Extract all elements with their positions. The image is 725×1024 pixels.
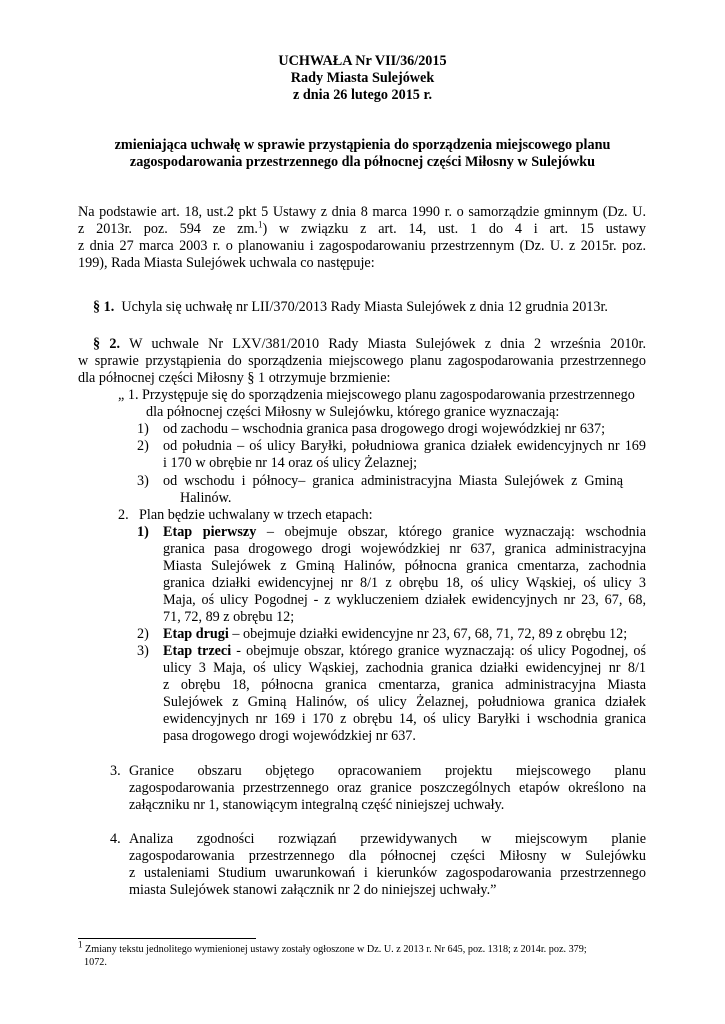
preamble-line: z dnia 27 marca 2003 r. o planowaniu i zagospodarowaniu przestrzennym (Dz. U. z 2015r. poz. bbox=[78, 238, 646, 255]
resolution-issuer: Rady Miasta Sulejówek bbox=[290, 70, 435, 86]
point-1-line-2: dla północnej części Miłosny w Sulejówku, którego granice wyznaczają: bbox=[146, 404, 560, 420]
preamble-line: z 2013r. poz. 594 ze zm.$^1$) w związku z art. 14, ust. 1 do 4 i art. 15 ustawy bbox=[78, 219, 646, 238]
paragraph-1 bbox=[93, 299, 608, 316]
paragraph-2 bbox=[78, 336, 646, 387]
point-1-item-2-number: 2) bbox=[137, 438, 149, 454]
footnote-ref: 1 bbox=[257, 219, 263, 230]
point-3: Granice obszaru objętego opracowaniem projektu miejscowego planu zagospodarowania przestrzennego oraz granice poszczególnych etapów określono na załączniku nr 1, stanowiącym integralną część niniejszej uchwały. bbox=[129, 763, 646, 814]
point-1-item-3-number: 3) bbox=[137, 473, 149, 489]
preamble-line: Na podstawie art. 18, ust.2 pkt 5 Ustawy z dnia 8 marca 1990 r. o samorządzie gminnym (Dz. U. bbox=[78, 204, 646, 220]
stage-2-number: 2) bbox=[137, 626, 149, 642]
stage-1-name: Etap pierwszy bbox=[163, 524, 257, 540]
point-2-number: 2. bbox=[118, 507, 129, 523]
footnote-divider bbox=[78, 938, 256, 939]
point-1-item-2: od południa – oś ulicy Baryłki, południowa granica działek ewidencyjnych nr 169 i 170 w obrębie nr 14 oraz oś ulicy Żelaznej; bbox=[163, 438, 646, 472]
stage-2-name: Etap drugi bbox=[163, 626, 229, 642]
point-3-number: 3. bbox=[110, 763, 121, 779]
paragraph-1-text: Uchyla się uchwałę nr LII/370/2013 Rady Miasta Sulejówek z dnia 12 grudnia 2013r. bbox=[121, 299, 608, 315]
stage-1: Etap pierwszy – obejmuje obszar, którego granice wyznaczają: wschodnia granica pasa drogowego drogi wojewódzkiej nr 637, granica administracyjna Miasta Sulejówek z Gminą Halinów, północna granica cmentarza, zachodnia granica działki ewidencyjnej nr 8/1 z obrębu 18, oś ulicy Wąskiej, oś ulicy 3 Maja, oś ulicy Pogodnej - z wykluczeniem działek ewidencyjnych nr 23, 67, 68, 71, 72, 89 z obrębu 12; bbox=[163, 524, 646, 626]
stage-1-number: 1) bbox=[137, 524, 149, 540]
point-1-line-1: „ 1. Przystępuje się do sporządzenia miejscowego planu zagospodarowania przestrzennego bbox=[118, 387, 635, 403]
preamble bbox=[78, 204, 646, 272]
point-1-item-3: od wschodu i północy– granica administracyjna Miasta Sulejówek z Gminą Halinów. bbox=[163, 473, 623, 507]
resolution-title: UCHWAŁA Nr VII/36/2015 bbox=[278, 53, 447, 69]
stage-2: Etap drugi – obejmuje działki ewidencyjne nr 23, 67, 68, 71, 72, 89 z obrębu 12; bbox=[163, 626, 628, 642]
paragraph-2-line: § 2. W uchwale Nr LXV/381/2010 Rady Miasta Sulejówek z dnia 2 września 2010r. bbox=[93, 336, 647, 352]
point-1-item-1-number: 1) bbox=[137, 421, 149, 437]
point-1-item-1: od zachodu – wschodnia granica pasa drogowego drogi wojewódzkiej nr 637; bbox=[163, 421, 606, 437]
subject-line-1: zmieniająca uchwałę w sprawie przystąpienia do sporządzenia miejscowego planu bbox=[114, 137, 611, 153]
footnote: $^1$ Zmiany tekstu jednolitego wymienionej ustawy zostały ogłoszone w Dz. U. z 2013 r. Nr 645, poz. 1318; z 2014r. poz. 379; 1072. bbox=[78, 939, 587, 968]
resolution-date: z dnia 26 lutego 2015 r. bbox=[293, 87, 432, 103]
point-2-text: Plan będzie uchwalany w trzech etapach: bbox=[139, 507, 373, 523]
paragraph-2-line: w sprawie przystąpienia do sporządzenia miejscowego planu zagospodarowania przestrzennego bbox=[78, 353, 646, 370]
stage-3: Etap trzeci - obejmuje obszar, którego granice wyznaczają: oś ulicy Pogodnej, oś ulicy 3 Maja, oś ulicy Wąskiej, zachodnia granica działki ewidencyjnej nr 8/1 z obrębu 18, północna granica cmentarza, granica administracyjna Miasta Sulejówek z Gminą Halinów, oś ulicy Żelaznej, południowa granica działek ewidencyjnych nr 169 i 170 z obrębu 14, oś ulicy Baryłki i wschodnia granica pasa drogowego drogi wojewódzkiej nr 637. bbox=[163, 643, 646, 745]
paragraph-1-label: § 1. bbox=[93, 299, 115, 315]
point-4-number: 4. bbox=[110, 831, 121, 847]
footnote-number: 1 bbox=[78, 939, 83, 950]
stage-3-number: 3) bbox=[137, 643, 149, 659]
subject-line-2: zagospodarowania przestrzennego dla północnej części Miłosny w Sulejówku bbox=[129, 154, 596, 170]
preamble-line: 199), Rada Miasta Sulejówek uchwala co następuje: bbox=[78, 255, 375, 272]
paragraph-2-line: dla północnej części Miłosny § 1 otrzymuje brzmienie: bbox=[78, 370, 391, 387]
stage-3-name: Etap trzeci bbox=[163, 643, 232, 659]
point-4: Analiza zgodności rozwiązań przewidywanych w miejscowym planie zagospodarowania przestrzennego dla północnej części Miłosny w Sulejówku z ustaleniami Studium uwarunkowań i kierunków zagospodarowania przestrzennego miasta Sulejówek stanowi załącznik nr 2 do niniejszej uchwały.” bbox=[129, 831, 646, 899]
paragraph-2-label: § 2. bbox=[93, 336, 121, 352]
